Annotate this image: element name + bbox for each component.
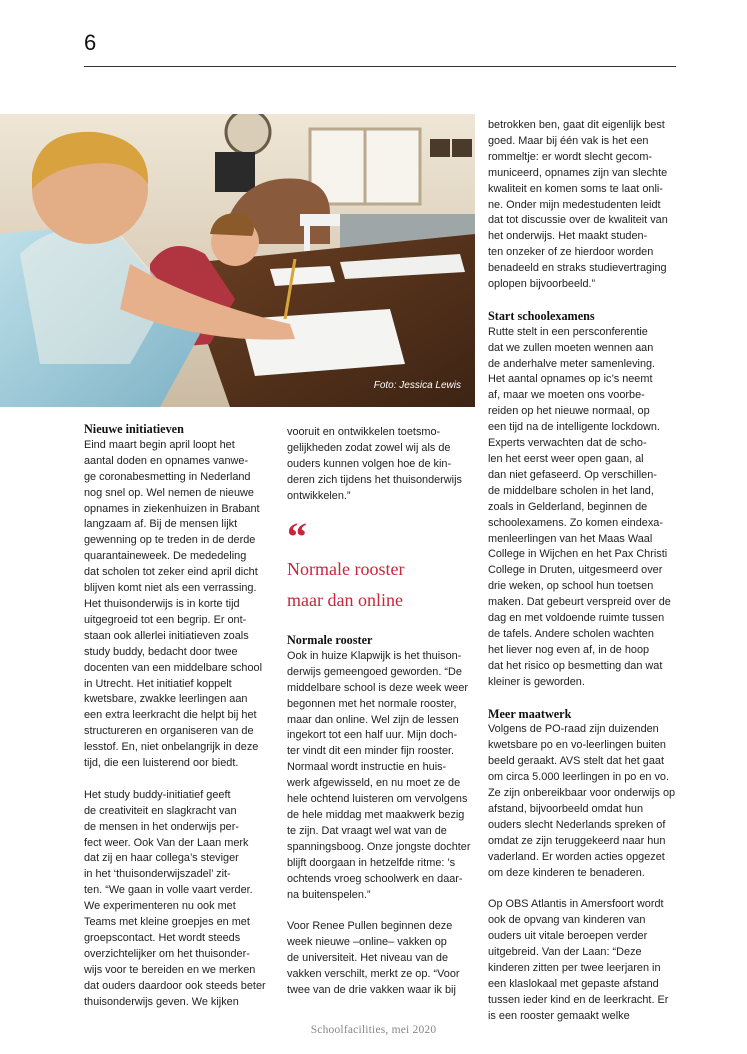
text-line: menleerlingen van het Maas Waal [488,532,653,545]
text-line: reiden op het nieuwe normaal, op [488,405,650,418]
text-line: kinderen zitten per twee leerjaren in [488,961,661,974]
text-line: twee van de drie vakken waar ik bij [287,983,456,996]
text-line: benadeeld en straks studievertraging [488,262,667,275]
text-line: municeerd, opnames zijn van slechte [488,166,668,179]
text-line: vooruit en ontwikkelen toetsmo- [287,426,441,438]
text-line: dat zij en haar collega’s steviger [84,852,239,865]
text-line: thuisonderwijs geven. We kijken [84,995,239,1008]
text-line: Volgens de PO-raad zijn duizenden [488,723,659,736]
text-line: schoolexamens. Zo komen eindexa- [488,516,663,529]
text-line: een klaslokaal met gepaste afstand [488,977,659,990]
column-3 [488,118,678,1025]
text-line: in het ‘thuisonderwijszadel’ zit- [84,868,231,881]
text-line: dat ouders daardoor ook steeds beter [84,979,266,992]
text-line: opnames in ziekenhuizen in Brabant [84,502,260,515]
text-line: ouders uit vitale beroepen verder [488,930,648,943]
text-line: Het thuisonderwijs is in korte tijd [84,597,240,610]
text-line: ouders slecht Nederlands spreken of [488,818,666,831]
text-line: ontwikkelen.” [287,489,351,502]
heading-normale-rooster: Normale rooster [287,633,373,647]
text-line: Ook in huize Klapwijk is het thuison- [287,649,462,662]
text-line: gewenning op te treden in de derde [84,534,256,547]
text-line: staan ook allerlei initiatieven zoals [84,629,249,642]
text-line: lesstof. En, niet onbelangrijk in deze [84,741,259,754]
text-line: ingekort tot een half uur. Mijn doch- [287,729,458,742]
text-line: deren zich tijdens het thuisonderwijs [287,473,462,486]
text-line: is een rooster gemaakt welke [488,1009,630,1022]
text-line: derwijs gemeengoed geworden. “De [287,665,462,678]
text-line: uitgegroeid tot een begrip. Er ont- [84,613,247,626]
text-line: begonnen met het normale rooster, [287,697,457,710]
text-line: om circa 5.000 leerlingen in po en vo. [488,771,670,784]
text-line: kwetsbare, zwakke leerlingen aan [84,693,248,706]
column-1 [84,422,276,1011]
text-line: de mensen in het onderwijs per- [84,820,239,833]
paragraph-break [84,772,276,788]
text-line: uitgebreid. Van der Laan: “Deze [488,946,642,959]
text-line: study buddy, bedacht door twee [84,645,238,658]
text-line: kleiner is geworden. [488,675,585,688]
text-line: We experimenteren nu ook met [84,900,236,913]
text-line: dat het risico op besmetting dan wat [488,659,663,672]
paragraph-break [488,881,678,897]
column-2-bottom [287,633,475,999]
text-line: betrokken ben, gaat dit eigenlijk best [488,119,665,131]
text-line: hele ochtend luisteren om vervolgens [287,793,468,806]
text-line: ouders kunnen volgen hoe de kin- [287,457,452,470]
text-line: beeld geraakt. AVS stelt dat het gaat [488,755,664,768]
text-line: fect weer. Ook Van der Laan merk [84,836,249,849]
column-2-top [287,425,475,505]
text-line: tussen ieder kind en de leerkracht. Er [488,993,669,1006]
text-line: werk afgewisseld, en nu moet ze de [287,777,461,790]
text-line: na buitenspelen.” [287,888,371,901]
text-line: dan niet gefaseerd. Op verschillen- [488,468,657,481]
header-rule [84,66,676,67]
text-line: middelbare school is deze week weer [287,681,468,694]
text-line: tijd, die een luisterend oor biedt. [84,757,239,770]
text-line: oplopen bijvoorbeeld.” [488,278,596,291]
text-line: kwaliteit en komen soms te laat onli- [488,182,663,195]
quote-line: Normale rooster [287,559,405,579]
heading-meer-maatwerk: Meer maatwerk [488,706,572,721]
text-line: quarantaineweek. De mededeling [84,550,247,563]
page-footer: Schoolfacilities, mei 2020 [310,1024,437,1036]
text-line: te zijn. Dat vraagt wel wat van de [287,824,447,837]
text-line: drie weken, op school hun toetsen [488,580,654,593]
text-line: de universiteit. Het niveau van de [287,952,449,965]
text-line: College in Wijchen en het Pax Christi [488,548,668,561]
text-line: de middelbare scholen in het land, [488,484,654,497]
text-line: wijs voor te bereiden en we merken [84,963,256,976]
text-line: docenten van een middelbare school [84,661,263,674]
text-line: Het aantal opnames op ic’s neemt [488,373,653,386]
text-line: een extra leerkracht die helpt bij het [84,709,257,722]
text-line: Op OBS Atlantis in Amersfoort wordt [488,898,664,911]
text-line: blijft doorgaan in hetzelfde ritme: ’s [287,856,456,869]
text-line: rommeltje: er wordt slecht gecom- [488,150,653,163]
text-line: om deze kinderen te benaderen. [488,866,645,879]
text-line: dag en met voldoende ruimte tussen [488,612,665,625]
paragraph-break [488,293,678,309]
text-line: groepscontact. Het wordt steeds [84,931,241,944]
text-line: aantal doden en opnames vanwe- [84,454,249,467]
pull-quote [287,514,475,616]
text-line: dat tot discussie over de kwaliteit van [488,214,668,227]
text-line: len het eerst weer open gaan, al [488,453,644,466]
text-line: spanningsboog. Onze jongste dochter [287,840,471,853]
text-line: dat we zullen moeten wennen aan [488,341,654,354]
text-line: Normaal wordt instructie en huis- [287,761,447,774]
text-line: ten. “We gaan in volle vaart verder. [84,884,253,897]
text-line: Eind maart begin april loopt het [84,438,235,451]
text-line: het onderwijs. Het maakt studen- [488,230,648,243]
text-line: de tafels. Andere scholen wachten [488,627,654,640]
text-line: maken. Dat gebeurt verspreid over de [488,596,671,609]
text-line: ge coronabesmetting in Nederland [84,470,251,483]
heading-start-schoolexamens: Start schoolexamens [488,308,595,323]
text-line: een tijd na de intelligente lockdown. [488,421,660,434]
text-line: langzaam af. Bij de mensen lijkt [84,518,238,531]
text-line: maar dan online. Wel zijn de lessen [287,713,459,726]
text-line: kwetsbare po en vo-leerlingen buiten [488,739,666,752]
text-line: blijven komt niet als een verrassing. [84,582,257,595]
text-line: ten onzeker of ze hierdoor worden [488,246,654,259]
text-line: de anderhalve meter samenleving. [488,357,656,370]
page-number: 6 [84,30,97,55]
text-line: ook de opvang van kinderen van [488,914,646,927]
text-line: zoals in Gelderland, beginnen de [488,500,648,513]
text-line: de hele middag met maakwerk bezig [287,808,465,821]
quote-mark-icon: “ [287,514,307,559]
text-line: af, maar we moeten ons voorbe- [488,389,645,402]
photo-illustration [0,114,475,407]
text-line: gelijkheden zodat zowel wij als de [287,441,451,454]
text-line: Ze zijn onbereikbaar voor onderwijs op [488,787,676,800]
text-line: nog snel op. Wel nemen de nieuwe [84,486,254,499]
text-line: overzichtelijker om het thuisonder- [84,947,250,960]
text-line: vaderland. Er worden acties opgezet [488,850,665,863]
paragraph-break [488,691,678,707]
paragraph-break [287,903,475,919]
article-photo [0,114,475,407]
text-line: Experts verwachten dat de scho- [488,437,647,450]
text-line: afstand, bijvoorbeeld omdat hun [488,802,643,815]
text-line: omdat ze zijn teruggekeerd naar hun [488,834,666,847]
text-line: vakken verschilt, merkt ze op. “Voor [287,968,460,981]
text-line: Het study buddy-initiatief geeft [84,788,231,801]
text-line: College in Druten, uitgesmeerd over [488,564,663,577]
text-line: week nieuwe –online– vakken op [287,936,447,949]
text-line: Voor Renee Pullen beginnen deze [287,920,453,933]
heading-nieuwe-initiatieven: Nieuwe initiatieven [84,422,184,436]
text-line: structureren en organiseren van de [84,725,254,738]
text-line: Teams met kleine groepjes en met [84,916,250,929]
text-line: Rutte stelt in een persconferentie [488,325,648,338]
text-line: ochtends vroeg schoolwerk en daar- [287,872,463,885]
text-line: goed. Maar bij één vak is het een [488,134,649,147]
text-line: dat scholen tot zeker eind april dicht [84,566,258,579]
text-line: ter vindt dit een minder fijn rooster. [287,745,455,758]
photo-credit: Foto: Jessica Lewis [373,380,461,391]
text-line: ne. Onder mijn medestudenten leidt [488,198,661,211]
text-line: in Utrecht. Het initiatief koppelt [84,677,232,690]
text-line: de creativiteit en slagkracht van [84,804,237,817]
text-line: het liever nog even af, in de hoop [488,643,650,656]
quote-line: maar dan online [287,590,403,610]
pull-quote-text [287,554,475,616]
